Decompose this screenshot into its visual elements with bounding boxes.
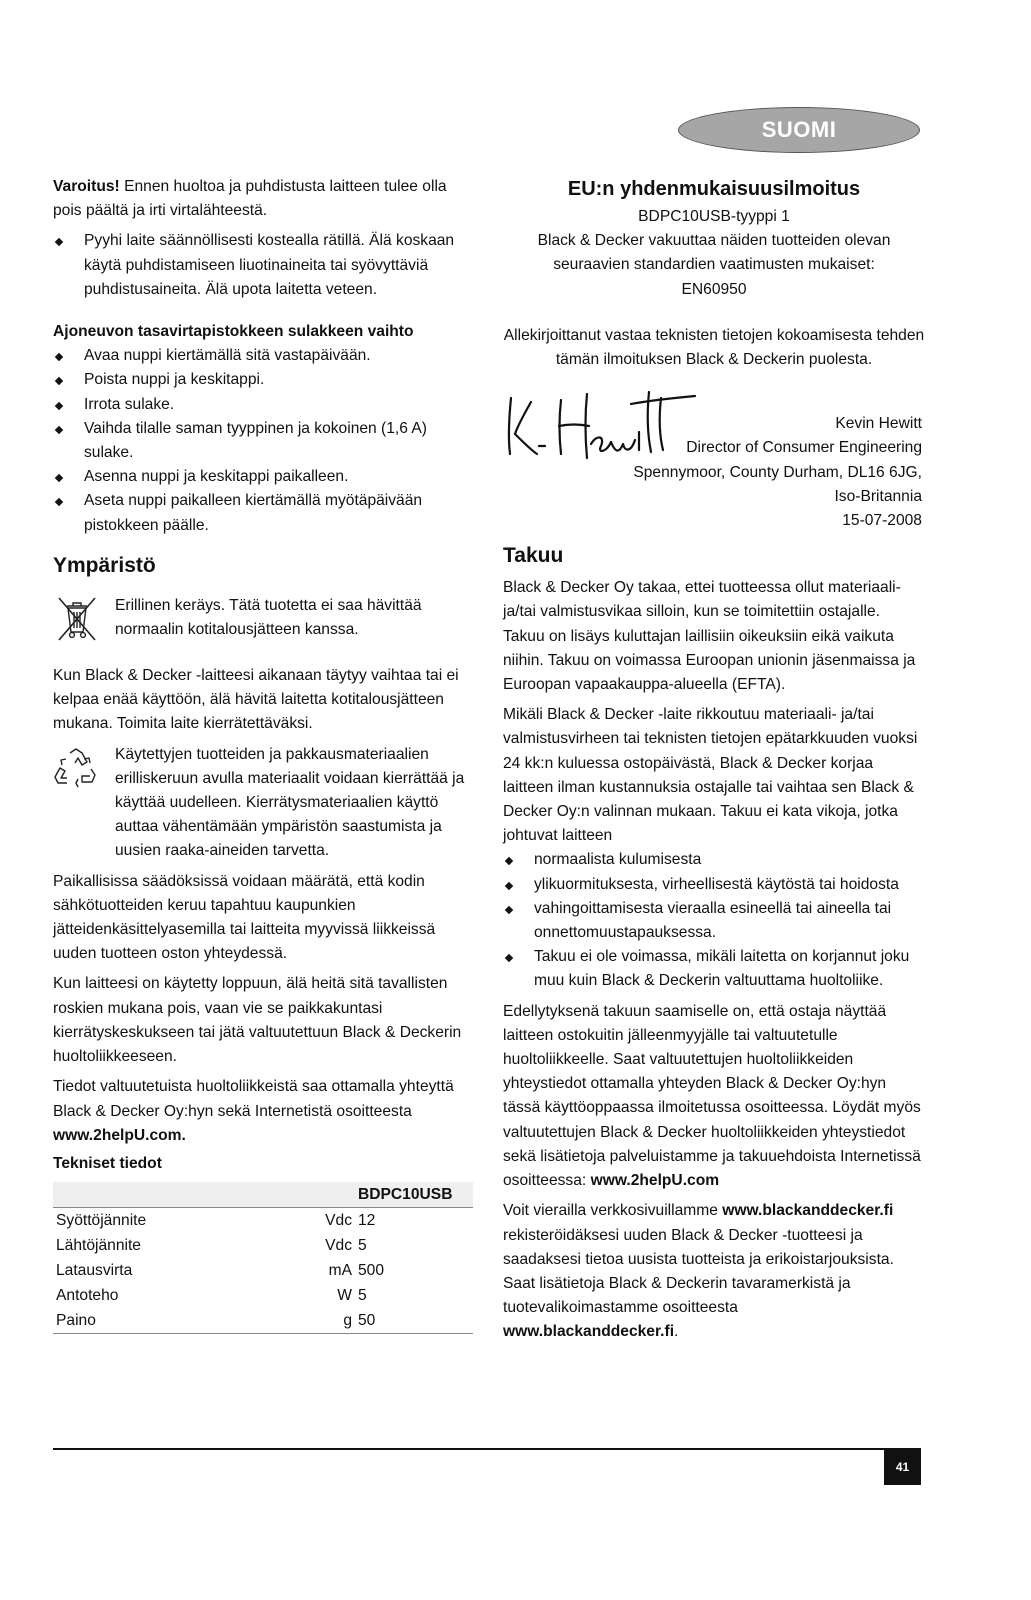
list-item: Irrota sulake. [53, 393, 473, 417]
spec-value: 5 [358, 1237, 367, 1255]
end-of-life-paragraph: Kun laitteesi on käytetty loppuun, älä heitä sitä tavallisten roskien mukana pois, vaan vie se paikkakuntasi kierrätyskeskukseen tai jätä valtuutettuun Black & Deckerin huoltoliikkeeseen. [53, 975, 462, 1066]
eu-declaration-title: EU:n yhdenmukaisuusilmoitus [567, 178, 861, 200]
list-item: Aseta nuppi paikalleen kiertämällä myötäpäivään pistokkeen päälle. [53, 489, 473, 537]
spec-label: Lähtöjännite [56, 1237, 141, 1255]
spec-unit: mA [328, 1262, 352, 1280]
care-list [53, 229, 473, 302]
crossed-bin-icon [53, 594, 115, 652]
website-intro: Voit vierailla verkkosivuillamme [503, 1202, 723, 1220]
list-item: Avaa nuppi kiertämällä sitä vastapäivään. [53, 344, 473, 368]
list-item: Takuu ei ole voimassa, mikäli laitetta on korjannut joku muu kuin Black & Deckerin valtuuttama huoltoliike. [503, 945, 925, 993]
spec-unit: W [337, 1287, 352, 1305]
warranty-paragraph-3 [503, 1000, 925, 1194]
warning-text: Ennen huoltoa ja puhdistusta laitteen tulee olla pois päältä ja irti virtalähteestä. [53, 178, 447, 220]
separate-collection-row [53, 594, 473, 652]
warranty-url-link[interactable]: www.2helpU.com [590, 1172, 720, 1190]
signer-name: Kevin Hewitt [835, 415, 922, 433]
website-url-link-1[interactable]: www.blackanddecker.fi [722, 1202, 894, 1220]
recycling-row [53, 743, 473, 864]
spec-unit: Vdc [325, 1237, 352, 1255]
spec-value: 12 [358, 1212, 376, 1230]
signer-country: Iso-Britannia [834, 487, 922, 505]
spec-label: Syöttöjännite [56, 1212, 147, 1230]
signature-block [503, 388, 925, 530]
spec-label: Antoteho [56, 1287, 119, 1305]
eu-model: BDPC10USB-tyyppi 1 [638, 208, 790, 225]
table-row [53, 1258, 473, 1283]
service-info-text: Tiedot valtuutetuista huoltoliikkeistä saa ottamalla yhteyttä Black & Decker Oy:hyn sekä Internetistä osoitteesta [53, 1078, 454, 1120]
specs-model: BDPC10USB [355, 1182, 473, 1208]
warranty-heading: Takuu [503, 544, 564, 568]
footer-rule [53, 1448, 921, 1450]
table-row [53, 1233, 473, 1258]
spec-unit: g [289, 1308, 355, 1334]
warning-label: Varoitus! [53, 178, 120, 195]
table-row [53, 1208, 473, 1234]
fuse-heading: Ajoneuvon tasavirtapistokkeen sulakkeen vaihto [53, 323, 414, 341]
website-period: . [674, 1323, 679, 1341]
table-row [53, 1283, 473, 1308]
local-regulations-paragraph: Paikallisissa säädöksissä voidaan määrätä, että kodin sähkötuotteiden keruu tapahtuu kaupunkien jätteidenkäsittelyasemilla tai laitteita myyvissä liikkeissä uuden tuotteen oston yhteydessä. [53, 872, 436, 963]
spec-label: Latausvirta [56, 1262, 133, 1280]
table-row [53, 1308, 473, 1334]
specs-heading: Tekniset tiedot [53, 1154, 162, 1172]
right-column [503, 175, 925, 1351]
website-text: rekisteröidäksesi uuden Black & Decker -tuotteesi ja saadaksesi tietoa uusista tuotteista ja erikoistarjouksista. Saat lisätietoja Black & Deckerin tavaramerkistä ja tuotevalikoimastamme osoitteesta [503, 1226, 894, 1317]
warranty-exclusions-list [503, 848, 925, 993]
fuse-steps-list [53, 344, 473, 538]
recycling-text: Käytettyjen tuotteiden ja pakkausmateriaalien erilliskeruun avulla materiaalit voidaan kierrättää ja käyttää uudelleen. Kierrätysmateriaalien käyttö auttaa vähentämään ympäristön saastumista ja uusien raaka-aineiden tarvetta. [115, 745, 465, 860]
specs-header-row [53, 1182, 473, 1208]
environment-heading: Ympäristö [53, 553, 156, 577]
spec-label: Paino [53, 1308, 289, 1334]
service-url-link[interactable]: www.2helpU.com. [53, 1126, 186, 1144]
signatory-details [633, 412, 922, 533]
list-item: Pyyhi laite säännöllisesti kostealla rätillä. Älä koskaan käytä puhdistamiseen liuotinaineita tai syövyttäviä puhdistusaineita. Älä upota laitetta veteen. [53, 229, 473, 302]
list-item: Asenna nuppi ja keskitappi paikalleen. [53, 465, 473, 489]
list-item: vahingoittamisesta vieraalla esineellä tai aineella tai onnettomuustapauksessa. [503, 897, 925, 945]
spec-unit: Vdc [325, 1212, 352, 1230]
language-tab: SUOMI [678, 107, 920, 153]
spec-value: 5 [358, 1287, 367, 1305]
eu-signatory-note: Allekirjoittanut vastaa teknisten tietojen kokoamisesta tehden tämän ilmoituksen Black & Deckerin puolesta. [503, 326, 925, 369]
warranty-paragraph-2: Mikäli Black & Decker -laite rikkoutuu materiaali- ja/tai valmistusvirheen tai teknisten tietojen epätarkkuuden vuoksi 24 kk:n kuluessa ostopäivästä, Black & Decker korjaa laitteen ilman kustannuksia ostajalle tai vaihtaa sen Black & Decker Oy:n valinnan mukaan. Takuu ei kata vikoja, jotka johtuvat laitteen [503, 706, 918, 845]
eu-standard: EN60950 [681, 280, 747, 298]
page-number: 41 [884, 1449, 921, 1485]
warranty-paragraph-1: Black & Decker Oy takaa, ettei tuotteessa ollut materiaali- ja/tai valmistusvikaa silloin, kun se toimitettiin ostajalle. Takuu on lisäys kuluttajan laillisiin oikeuksiin eikä vaikuta niihin. Takuu on voimassa Euroopan unionin jäsenmaissa ja Euroopan vapaakauppa-alueella (EFTA). [503, 579, 916, 694]
warning-paragraph [53, 175, 473, 223]
signer-title: Director of Consumer Engineering [686, 439, 922, 457]
website-paragraph [503, 1199, 925, 1344]
service-info-paragraph [53, 1075, 473, 1148]
eu-statement: Black & Decker vakuuttaa näiden tuotteiden olevan seuraavien standardien vaatimusten mukaiset: [537, 232, 891, 274]
specs-table [53, 1182, 473, 1334]
list-item: ylikuormituksesta, virheellisestä käytöstä tai hoidosta [503, 873, 925, 897]
website-url-link-2[interactable]: www.blackanddecker.fi [503, 1323, 675, 1341]
spec-value: 500 [358, 1262, 385, 1280]
list-item: Poista nuppi ja keskitappi. [53, 368, 473, 392]
replace-paragraph: Kun Black & Decker -laitteesi aikanaan täytyy vaihtaa tai ei kelpaa enää käyttöön, älä hävitä laitetta kotitalousjätteen mukana. Toimita laite kierrätettäväksi. [53, 667, 459, 733]
recycling-icon [53, 743, 115, 799]
signer-address: Spennymoor, County Durham, DL16 6JG, [633, 463, 922, 481]
left-column [53, 175, 473, 1334]
signer-date: 15-07-2008 [842, 512, 922, 530]
list-item: normaalista kulumisesta [503, 848, 925, 872]
separate-collection-text: Erillinen keräys. Tätä tuotetta ei saa hävittää normaalin kotitalousjätteen kanssa. [115, 596, 422, 639]
list-item: Vaihda tilalle saman tyyppinen ja kokoinen (1,6 A) sulake. [53, 417, 473, 465]
warranty-paragraph-3-text: Edellytyksenä takuun saamiselle on, että ostaja näyttää laitteen ostokuitin jälleenmyyjälle tai valtuutetulle huoltoliikkeelle. Saat valtuutettujen huoltoliikkeiden yhteystiedot ottamalla yhteyden Black & Decker Oy:hyn tässä käyttöoppaassa ilmoitetussa osoitteessa. Löydät myös valtuutettujen Black & Decker huoltoliikkeiden yhteystiedot sekä lisätietoja palveluistamme ja takuuehdoista Internetissä osoitteessa: [503, 1002, 921, 1190]
spec-value: 50 [355, 1308, 473, 1334]
